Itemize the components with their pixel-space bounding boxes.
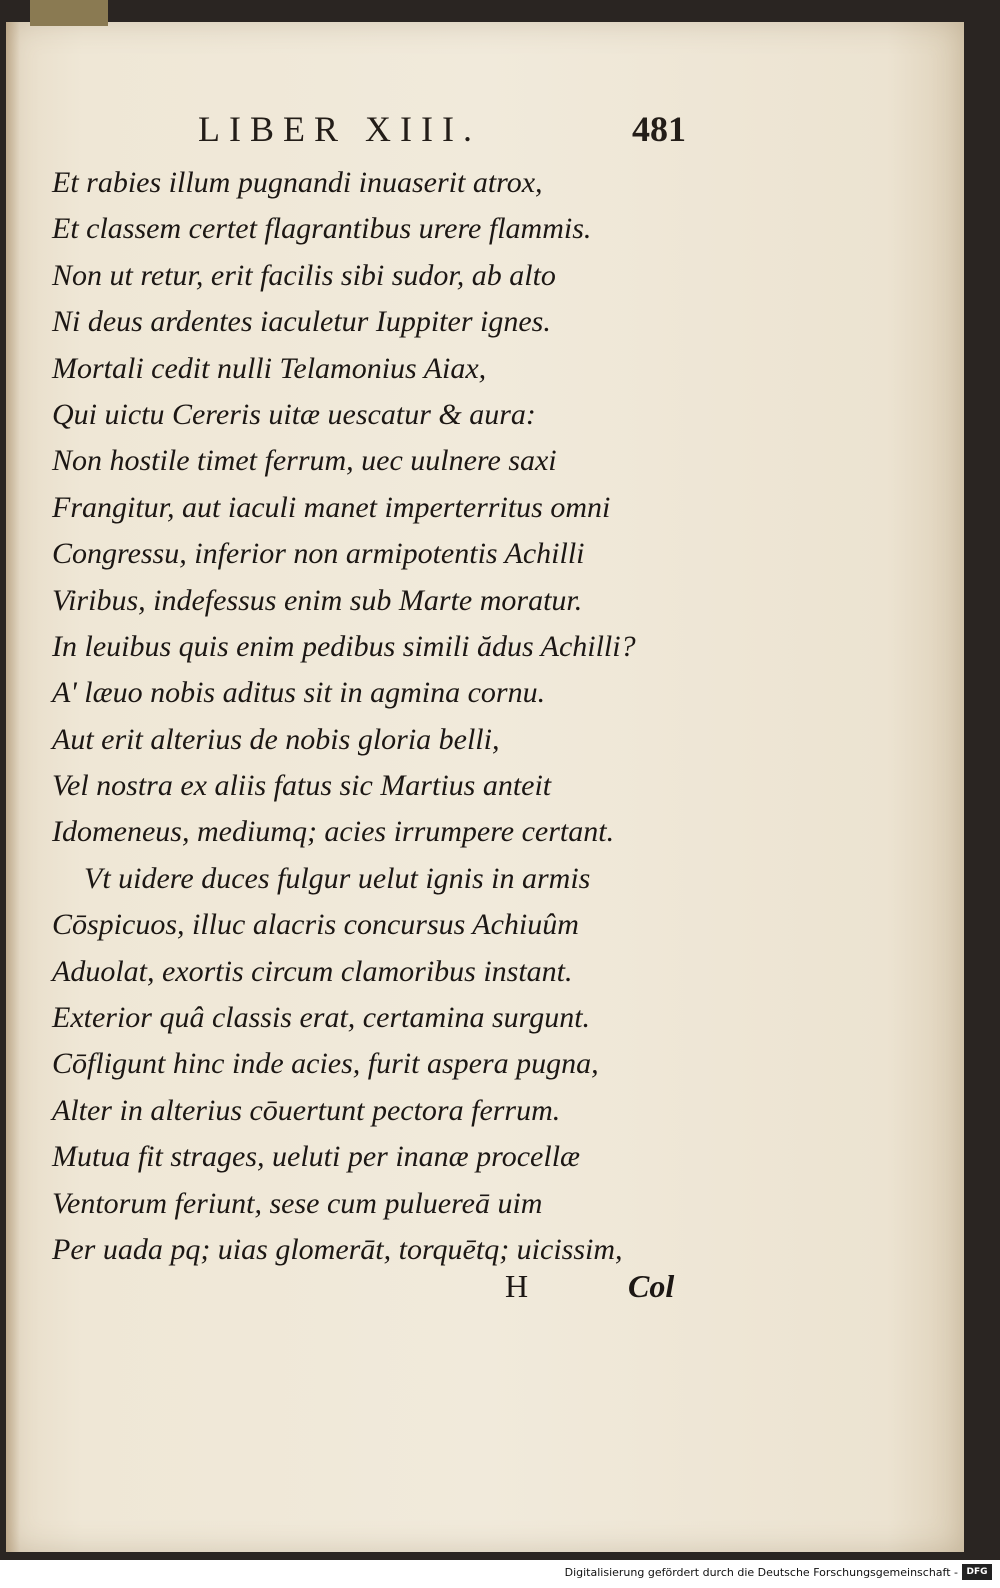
verse-line: Alter in alterius cōuertunt pectora ferrum.	[52, 1093, 561, 1127]
page-foot	[0, 1268, 1000, 1312]
verse-line: Qui uictu Cereris uitæ uescatur & aura:	[52, 397, 536, 431]
verse-line: Vel nostra ex aliis fatus sic Martius anteit	[52, 769, 552, 803]
spine-shadow	[6, 22, 20, 1552]
verse-line: Vt uidere duces fulgur uelut ignis in armis	[84, 861, 591, 895]
verse-line: Non ut retur, erit facilis sibi sudor, ab alto	[52, 258, 556, 292]
signature-mark: H	[505, 1268, 529, 1304]
verse-line: Cōfligunt hinc inde acies, furit aspera pugna,	[52, 1047, 599, 1081]
verse-line: In leuibus quis enim pedibus simili ădus Achilli?	[52, 629, 636, 663]
verse-line: Mortali cedit nulli Telamonius Aiax,	[52, 351, 487, 385]
verse-line: Cōspicuos, illuc alacris concursus Achiuûm	[52, 908, 579, 942]
verse-line: Et classem certet flagrantibus urere flammis.	[52, 212, 592, 246]
credit-bar	[0, 1560, 1000, 1588]
verse-line: Mutua fit strages, ueluti per inanæ procellæ	[52, 1140, 581, 1174]
verse-line: Aut erit alterius de nobis gloria belli,	[52, 722, 500, 756]
verse-line: Per uada pq; uias glomerāt, torquētq; uicissim,	[52, 1232, 623, 1266]
verse-line: Viribus, indefessus enim sub Marte moratur.	[52, 583, 583, 617]
verse-line: Aduolat, exortis circum clamoribus instant.	[52, 954, 573, 988]
page-number: 481	[632, 109, 686, 149]
verse-line: Congressu, inferior non armipotentis Achilli	[52, 537, 585, 571]
verse-line: A' læuo nobis aditus sit in agmina cornu.	[52, 676, 546, 710]
running-title: LIBER XIII.	[198, 109, 481, 149]
verse-line: Ventorum feriunt, sese cum puluereā uim	[52, 1186, 543, 1220]
verse-line: Exterior quâ classis erat, certamina surgunt.	[52, 1001, 591, 1035]
binding-tab	[30, 0, 108, 26]
verse-line: Non hostile timet ferrum, uec uulnere saxi	[52, 444, 557, 478]
verse-line: Et rabies illum pugnandi inuaserit atrox,	[52, 166, 543, 199]
verse-line: Ni deus ardentes iaculetur Iuppiter ignes.	[52, 305, 551, 339]
running-head	[0, 108, 1000, 152]
verse-line: Idomeneus, mediumq; acies irrumpere certant.	[52, 815, 615, 849]
verse-block	[52, 160, 752, 1273]
catchword: Col	[628, 1268, 675, 1304]
verse-line: Frangitur, aut iaculi manet imperterritus omni	[52, 490, 611, 524]
funding-credit: Digitalisierung gefördert durch die Deutsche Forschungsgemeinschaft -	[564, 1566, 958, 1579]
dfg-logo-icon: DFG	[962, 1564, 992, 1580]
